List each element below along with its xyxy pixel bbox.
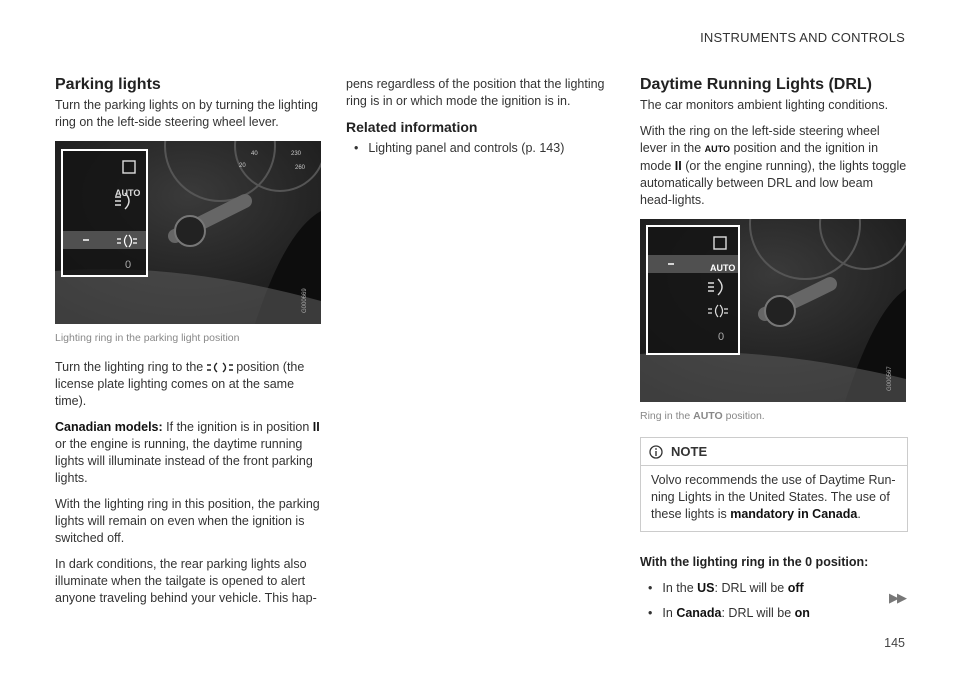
note-body xyxy=(641,466,907,531)
lighting-ring-callout xyxy=(646,225,740,355)
lighting-ring-symbols xyxy=(63,151,146,275)
auto-label: AUTO xyxy=(710,263,736,273)
drl-intro: The car monitors ambient lighting conditions. xyxy=(640,98,889,112)
canadian-models-label: Canadian models: xyxy=(55,420,163,434)
zero-label: 0 xyxy=(718,331,725,343)
canadian-models-paragraph xyxy=(55,419,323,487)
text: position (the license plate lighting comes on at the same time). xyxy=(55,360,305,408)
figure-caption: Lighting ring in the parking light position xyxy=(55,332,240,344)
drl-state: on xyxy=(794,606,810,620)
note-title: NOTE xyxy=(671,444,708,459)
bullet: • xyxy=(648,606,653,620)
text: . xyxy=(857,507,861,521)
text: position. xyxy=(725,410,765,422)
column-drl xyxy=(640,76,908,630)
text: Ring in the xyxy=(640,410,691,422)
info-icon xyxy=(649,445,663,459)
tailgate-paragraph: In dark conditions, the rear parking lights also illuminate when the tailgate is opened to alert anyone traveling behind your vehicle. This hap- xyxy=(55,557,317,605)
parking-light-figure xyxy=(55,141,321,324)
drl-toggle-paragraph xyxy=(640,123,908,209)
parking-lights-intro: Turn the parking lights on by turning the lighting ring on the left-side steering wheel lever. xyxy=(55,98,318,129)
parking-lights-title: Parking lights xyxy=(55,76,161,93)
text: : DRL will be xyxy=(721,606,792,620)
auto-symbol: AUTO xyxy=(704,144,730,154)
speed-label: 230 xyxy=(291,151,302,157)
text: (or the engine running), the lights toggle automatically between DRL and low beam head-lights. xyxy=(640,159,907,207)
page-number: 145 xyxy=(884,636,905,650)
speed-label: 40 xyxy=(251,151,258,157)
zero-label: 0 xyxy=(125,259,132,271)
lighting-ring-callout xyxy=(61,149,148,277)
column-parking-lights xyxy=(55,76,323,616)
related-information-title: Related information xyxy=(346,119,478,135)
text: : DRL will be xyxy=(714,581,785,595)
next-page-icon[interactable]: ▶▶ xyxy=(889,590,905,605)
auto-high-beam-icon xyxy=(714,237,726,249)
related-link-item[interactable] xyxy=(354,140,614,157)
drl-state: off xyxy=(787,581,804,595)
text: or the engine is running, the daytime running lights will illuminate instead of the front parking lights. xyxy=(55,437,313,485)
list-item xyxy=(648,605,908,622)
note-header xyxy=(641,438,907,466)
zero-position-title: With the lighting ring in the 0 position: xyxy=(640,555,869,569)
ignition-off-paragraph: With the lighting ring in this position, the parking lights will remain on even when the ignition is switched off. xyxy=(55,497,320,545)
parking-lights-icon xyxy=(207,362,233,373)
auto-label: AUTO xyxy=(115,188,141,198)
list-item xyxy=(648,580,908,597)
text: position and the ignition in mode xyxy=(640,141,879,173)
speed-label: 260 xyxy=(295,165,306,171)
text: Turn the lighting ring to the xyxy=(55,360,204,374)
figure-caption xyxy=(640,408,908,425)
text: In the xyxy=(662,581,694,595)
text: If the ignition is in position xyxy=(166,420,310,434)
related-link[interactable]: Lighting panel and controls (p. 143) xyxy=(368,141,565,155)
text: With the ring on the left-side steering wheel lever in the xyxy=(640,124,880,155)
drl-figure xyxy=(640,219,906,402)
text: In xyxy=(662,606,673,620)
ignition-position: II xyxy=(312,420,320,434)
bullet: • xyxy=(648,581,653,595)
region: Canada xyxy=(676,606,722,620)
auto-high-beam-icon xyxy=(123,161,135,173)
auto-symbol: AUTO xyxy=(693,410,723,422)
region: US xyxy=(697,581,715,595)
emphasis: mandatory in Canada xyxy=(730,507,858,521)
drl-title: Daytime Running Lights (DRL) xyxy=(640,76,872,93)
speed-label: 20 xyxy=(239,163,246,169)
low-beam-icon xyxy=(708,279,722,295)
section-header: INSTRUMENTS AND CONTROLS xyxy=(700,30,905,45)
tailgate-continued: pens regardless of the position that the lighting ring is in or which mode the ignition is in. xyxy=(346,77,605,108)
note-box xyxy=(640,437,908,532)
text: Volvo recommends the use of Daytime Run-ning Lights in the United States. The use of these lights is xyxy=(651,473,896,521)
column-continued xyxy=(346,76,614,165)
ignition-position: II xyxy=(674,159,682,173)
figure-code: G000567 xyxy=(887,366,893,391)
lighting-ring-symbols xyxy=(648,227,738,353)
figure-code: G000669 xyxy=(302,288,308,313)
parking-ring-paragraph xyxy=(55,359,323,410)
bullet: • xyxy=(354,141,359,155)
parking-lights-icon xyxy=(708,305,728,317)
